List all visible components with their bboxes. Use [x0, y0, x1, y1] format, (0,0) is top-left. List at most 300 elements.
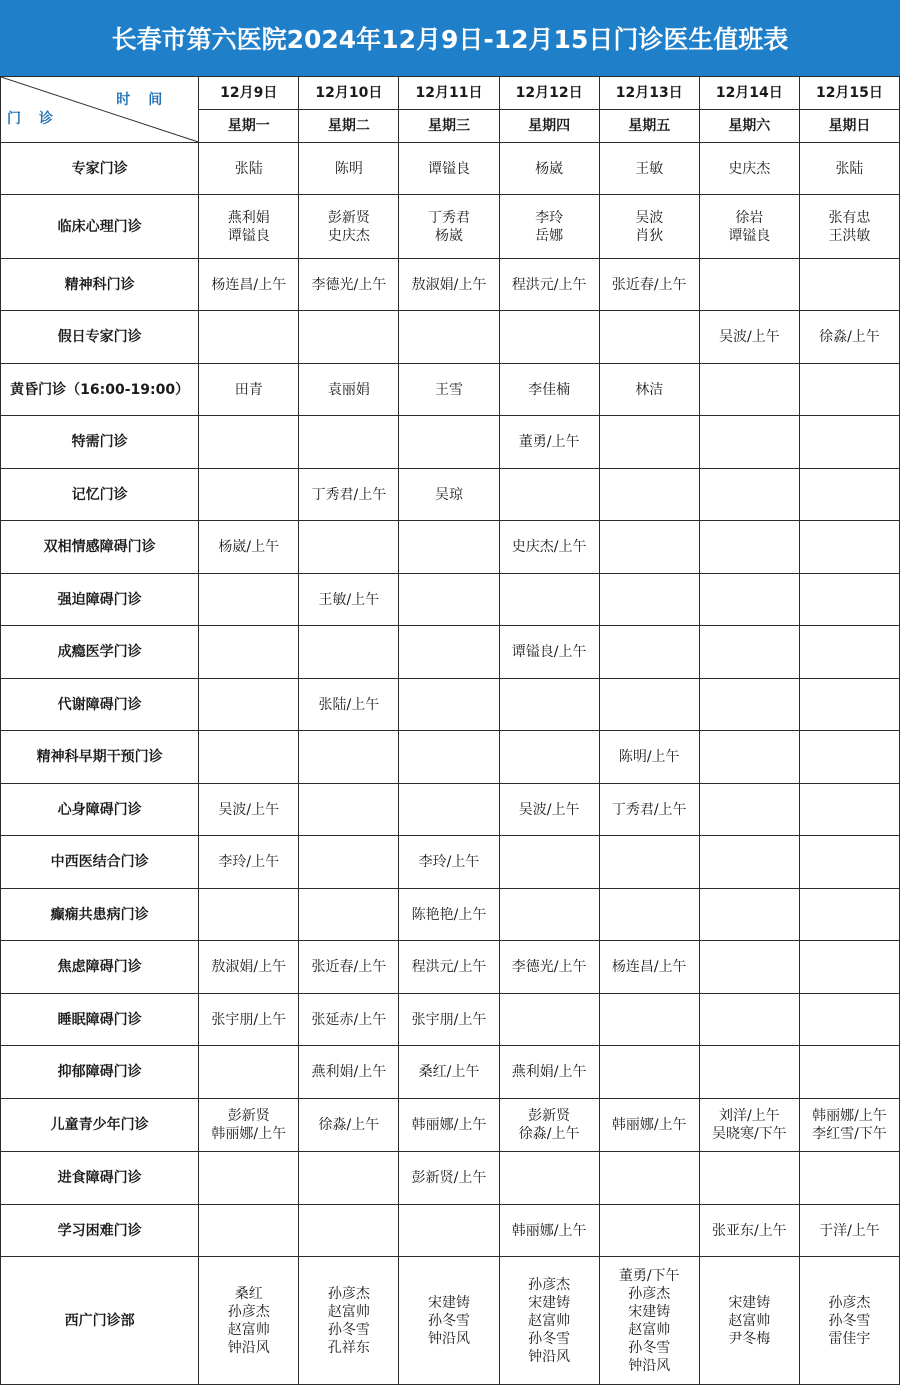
duty-cell: [399, 1099, 499, 1152]
duty-cell: [199, 259, 299, 311]
duty-cell: [799, 469, 899, 521]
duty-cell: [799, 1099, 899, 1152]
duty-cell: [799, 784, 899, 836]
duty-cell: [499, 195, 599, 259]
duty-cell: [499, 311, 599, 364]
duty-cell: [599, 1257, 699, 1385]
weekday-header: 星期二: [299, 110, 399, 143]
doctor-entry: 孔祥东: [327, 1339, 370, 1356]
duty-cell: [799, 679, 899, 731]
duty-cell: [199, 889, 299, 941]
duty-cell: [499, 1152, 599, 1205]
date-header: 12月15日: [799, 77, 899, 110]
doctor-entry: 王雪: [434, 381, 463, 398]
duty-cell: [299, 1046, 399, 1099]
table-row: [1, 1099, 900, 1152]
doctor-entry: 张延赤/上午: [311, 1011, 387, 1028]
duty-cell: [699, 574, 799, 626]
doctor-entry: 韩丽娜/上午: [812, 1108, 887, 1124]
duty-cell: [199, 1205, 299, 1257]
doctor-entry: 孙冬雪: [427, 1312, 470, 1329]
doctor-entry: 于洋/上午: [819, 1222, 880, 1239]
doctor-entry: 彭新贤: [227, 1108, 270, 1124]
duty-cell: [199, 143, 299, 195]
duty-cell: [199, 1152, 299, 1205]
doctor-entry: 杨崴/上午: [218, 539, 280, 555]
doctor-entry: 李佳楠: [528, 381, 571, 398]
doctor-entry: 岳娜: [535, 227, 564, 244]
duty-cell: [199, 784, 299, 836]
duty-cell: [699, 889, 799, 941]
doctor-entry: 张近春/上午: [611, 276, 687, 293]
duty-cell: [399, 626, 499, 679]
duty-cell: [499, 784, 599, 836]
department-name: 假日专家门诊: [1, 311, 199, 364]
duty-cell: [399, 731, 499, 784]
duty-cell: [799, 143, 899, 195]
doctor-entry: 赵富帅: [628, 1321, 671, 1338]
doctor-entry: 吴琼: [434, 486, 463, 503]
table-row: [1, 941, 900, 994]
doctor-entry: 敖淑娟/上午: [411, 276, 487, 293]
duty-cell: [599, 784, 699, 836]
duty-cell: [299, 679, 399, 731]
doctor-entry: 丁秀君/上午: [311, 486, 387, 503]
department-name: 记忆门诊: [1, 469, 199, 521]
duty-cell: [599, 889, 699, 941]
duty-cell: [799, 1205, 899, 1257]
department-name: 黄昏门诊（16:00-19:00）: [1, 364, 199, 416]
duty-cell: [799, 1046, 899, 1099]
doctor-entry: 张亚东/上午: [711, 1222, 787, 1239]
doctor-entry: 王敏: [635, 160, 664, 177]
duty-cell: [299, 784, 399, 836]
doctor-entry: 张宇朋/上午: [211, 1011, 287, 1028]
duty-cell: [199, 941, 299, 994]
doctor-entry: 孙冬雪: [327, 1321, 370, 1338]
doctor-entry: 吴波/上午: [518, 801, 580, 818]
table-row: [1, 1257, 900, 1385]
duty-cell: [199, 1099, 299, 1152]
duty-cell: [499, 364, 599, 416]
department-name: 精神科门诊: [1, 259, 199, 311]
duty-cell: [599, 195, 699, 259]
doctor-entry: 韩丽娜/上午: [211, 1126, 287, 1142]
department-name: 成瘾医学门诊: [1, 626, 199, 679]
duty-cell: [299, 416, 399, 469]
doctor-entry: 彭新贤: [327, 209, 370, 226]
doctor-entry: 宋建铸: [628, 1303, 671, 1320]
table-row: [1, 836, 900, 889]
duty-cell: [399, 1257, 499, 1385]
duty-cell: [199, 195, 299, 259]
corner-dept-label: 门诊: [7, 111, 71, 127]
duty-cell: [299, 574, 399, 626]
duty-cell: [299, 889, 399, 941]
weekday-header: 星期五: [599, 110, 699, 143]
doctor-entry: 董勇/下午: [618, 1267, 680, 1284]
duty-cell: [699, 1257, 799, 1385]
department-name: 临床心理门诊: [1, 195, 199, 259]
doctor-entry: 孙冬雪: [628, 1339, 671, 1356]
doctor-entry: 谭镒良/上午: [511, 644, 587, 660]
doctor-entry: 赵富帅: [227, 1321, 270, 1338]
doctor-entry: 杨崴: [434, 227, 463, 244]
duty-cell: [499, 731, 599, 784]
doctor-entry: 宋建铸: [728, 1294, 771, 1311]
doctor-entry: 田青: [234, 381, 263, 398]
duty-cell: [199, 1257, 299, 1385]
doctor-entry: 杨连昌/上午: [611, 959, 687, 975]
duty-cell: [399, 889, 499, 941]
doctor-entry: 燕利娟/上午: [311, 1064, 387, 1080]
duty-cell: [699, 521, 799, 574]
table-row: [1, 626, 900, 679]
department-name: 学习困难门诊: [1, 1205, 199, 1257]
duty-cell: [499, 143, 599, 195]
duty-cell: [199, 521, 299, 574]
duty-cell: [499, 626, 599, 679]
department-name: 儿童青少年门诊: [1, 1099, 199, 1152]
table-row: [1, 1046, 900, 1099]
doctor-entry: 徐岩: [735, 209, 764, 226]
doctor-entry: 程洪元/上午: [411, 959, 487, 975]
table-row: [1, 521, 900, 574]
duty-cell: [299, 195, 399, 259]
date-header-row: [1, 77, 900, 110]
duty-cell: [299, 143, 399, 195]
weekday-header: 星期一: [199, 110, 299, 143]
duty-cell: [699, 364, 799, 416]
doctor-entry: 董勇/上午: [518, 434, 580, 450]
duty-cell: [199, 626, 299, 679]
doctor-entry: 孙彦杰: [327, 1285, 370, 1302]
duty-cell: [499, 416, 599, 469]
doctor-entry: 吴波/上午: [718, 329, 780, 345]
duty-cell: [199, 364, 299, 416]
doctor-entry: 陈艳艳/上午: [411, 906, 487, 923]
duty-cell: [799, 364, 899, 416]
corner-header: [1, 77, 199, 143]
duty-cell: [199, 574, 299, 626]
table-row: [1, 311, 900, 364]
doctor-entry: 钟沿风: [227, 1339, 270, 1356]
doctor-entry: 孙彦杰: [828, 1294, 871, 1311]
duty-cell: [399, 994, 499, 1046]
doctor-entry: 徐淼/上午: [819, 329, 880, 345]
duty-cell: [499, 1257, 599, 1385]
duty-cell: [699, 259, 799, 311]
duty-cell: [299, 1152, 399, 1205]
duty-cell: [699, 469, 799, 521]
duty-cell: [699, 836, 799, 889]
doctor-entry: 史庆杰: [728, 160, 771, 177]
doctor-entry: 张陆: [234, 160, 263, 177]
duty-cell: [799, 836, 899, 889]
department-name: 进食障碍门诊: [1, 1152, 199, 1205]
duty-cell: [599, 679, 699, 731]
duty-cell: [799, 731, 899, 784]
duty-cell: [699, 784, 799, 836]
duty-cell: [199, 994, 299, 1046]
department-name: 精神科早期干预门诊: [1, 731, 199, 784]
duty-cell: [599, 574, 699, 626]
duty-cell: [799, 259, 899, 311]
doctor-entry: 袁丽娟: [327, 381, 370, 398]
duty-cell: [399, 1205, 499, 1257]
duty-cell: [499, 574, 599, 626]
duty-cell: [399, 1046, 499, 1099]
date-header: 12月9日: [199, 77, 299, 110]
table-row: [1, 784, 900, 836]
doctor-entry: 徐淼/上午: [318, 1117, 380, 1133]
duty-cell: [599, 143, 699, 195]
duty-cell: [599, 1205, 699, 1257]
doctor-entry: 孙彦杰: [628, 1285, 671, 1302]
doctor-entry: 王敏/上午: [318, 591, 380, 608]
duty-cell: [299, 469, 399, 521]
duty-cell: [499, 836, 599, 889]
duty-cell: [399, 143, 499, 195]
doctor-entry: 李玲: [535, 209, 564, 226]
doctor-entry: 杨连昌/上午: [211, 276, 287, 293]
weekday-header: 星期六: [699, 110, 799, 143]
duty-cell: [299, 521, 399, 574]
duty-cell: [699, 1046, 799, 1099]
department-name: 中西医结合门诊: [1, 836, 199, 889]
weekday-header: 星期三: [399, 110, 499, 143]
duty-cell: [699, 416, 799, 469]
doctor-entry: 李红雪/下午: [812, 1126, 887, 1142]
duty-cell: [399, 469, 499, 521]
duty-cell: [499, 469, 599, 521]
doctor-entry: 尹冬梅: [728, 1330, 771, 1347]
doctor-entry: 程洪元/上午: [511, 276, 587, 293]
duty-cell: [299, 311, 399, 364]
department-name: 双相情感障碍门诊: [1, 521, 199, 574]
duty-cell: [799, 1152, 899, 1205]
doctor-entry: 丁秀君/上午: [611, 801, 687, 818]
duty-cell: [399, 364, 499, 416]
doctor-entry: 韩丽娜/上午: [611, 1117, 687, 1133]
duty-cell: [399, 784, 499, 836]
table-row: [1, 679, 900, 731]
department-name: 抑郁障碍门诊: [1, 1046, 199, 1099]
duty-cell: [599, 364, 699, 416]
department-name: 西广门诊部: [1, 1257, 199, 1385]
duty-cell: [599, 521, 699, 574]
table-row: [1, 259, 900, 311]
duty-cell: [299, 626, 399, 679]
duty-cell: [299, 1205, 399, 1257]
doctor-entry: 陈明: [334, 160, 363, 177]
department-name: 特需门诊: [1, 416, 199, 469]
duty-cell: [199, 679, 299, 731]
duty-cell: [299, 1257, 399, 1385]
table-row: [1, 195, 900, 259]
date-header: 12月14日: [699, 77, 799, 110]
duty-cell: [499, 889, 599, 941]
doctor-entry: 孙彦杰: [227, 1303, 270, 1320]
doctor-entry: 赵富帅: [327, 1303, 370, 1320]
duty-cell: [699, 626, 799, 679]
duty-cell: [599, 259, 699, 311]
table-row: [1, 469, 900, 521]
duty-cell: [199, 311, 299, 364]
doctor-entry: 桑红: [234, 1285, 263, 1302]
duty-cell: [399, 574, 499, 626]
duty-cell: [599, 836, 699, 889]
duty-cell: [699, 1099, 799, 1152]
table-row: [1, 143, 900, 195]
duty-cell: [199, 416, 299, 469]
doctor-entry: 孙彦杰: [528, 1276, 571, 1293]
doctor-entry: 张陆/上午: [318, 696, 380, 713]
table-row: [1, 574, 900, 626]
duty-cell: [599, 416, 699, 469]
table-row: [1, 1205, 900, 1257]
duty-cell: [599, 1152, 699, 1205]
department-name: 癫痫共患病门诊: [1, 889, 199, 941]
duty-cell: [199, 836, 299, 889]
doctor-entry: 孙冬雪: [528, 1330, 571, 1347]
duty-cell: [499, 679, 599, 731]
weekday-header: 星期四: [499, 110, 599, 143]
duty-cell: [799, 311, 899, 364]
page-title: 长春市第六医院2024年12月9日-12月15日门诊医生值班表: [0, 0, 900, 76]
duty-cell: [599, 1046, 699, 1099]
duty-cell: [799, 626, 899, 679]
doctor-entry: 张近春/上午: [311, 959, 387, 975]
duty-cell: [699, 731, 799, 784]
doctor-entry: 孙冬雪: [828, 1312, 871, 1329]
duty-cell: [699, 195, 799, 259]
duty-cell: [199, 1046, 299, 1099]
duty-cell: [699, 1152, 799, 1205]
doctor-entry: 桑红/上午: [418, 1064, 480, 1080]
duty-cell: [299, 994, 399, 1046]
duty-cell: [799, 889, 899, 941]
duty-cell: [699, 679, 799, 731]
duty-cell: [599, 1099, 699, 1152]
table-row: [1, 1152, 900, 1205]
department-name: 心身障碍门诊: [1, 784, 199, 836]
duty-cell: [399, 941, 499, 994]
doctor-entry: 钟沿风: [427, 1330, 470, 1347]
doctor-entry: 林洁: [635, 381, 664, 398]
duty-cell: [499, 994, 599, 1046]
doctor-entry: 李玲/上午: [418, 854, 480, 870]
duty-cell: [399, 836, 499, 889]
doctor-entry: 张有忠: [828, 209, 871, 226]
doctor-entry: 徐淼/上午: [518, 1126, 580, 1142]
doctor-entry: 陈明/上午: [618, 749, 680, 765]
duty-cell: [799, 416, 899, 469]
date-header: 12月12日: [499, 77, 599, 110]
weekday-header: 星期日: [799, 110, 899, 143]
doctor-entry: 韩丽娜/上午: [511, 1222, 587, 1239]
doctor-entry: 赵富帅: [728, 1312, 771, 1329]
duty-cell: [799, 941, 899, 994]
duty-cell: [399, 679, 499, 731]
duty-cell: [699, 143, 799, 195]
duty-cell: [299, 836, 399, 889]
duty-cell: [599, 626, 699, 679]
duty-cell: [599, 311, 699, 364]
doctor-entry: 敖淑娟/上午: [211, 959, 287, 975]
duty-cell: [599, 994, 699, 1046]
doctor-entry: 彭新贤: [528, 1108, 571, 1124]
doctor-entry: 史庆杰: [327, 227, 370, 244]
table-row: [1, 731, 900, 784]
table-row: [1, 364, 900, 416]
department-name: 强迫障碍门诊: [1, 574, 199, 626]
duty-cell: [699, 941, 799, 994]
department-name: 焦虑障碍门诊: [1, 941, 199, 994]
schedule-table: [0, 76, 900, 1385]
doctor-entry: 宋建铸: [528, 1294, 571, 1311]
doctor-entry: 赵富帅: [528, 1312, 571, 1329]
duty-cell: [399, 521, 499, 574]
duty-cell: [399, 259, 499, 311]
doctor-entry: 宋建铸: [427, 1294, 470, 1311]
doctor-entry: 燕利娟/上午: [511, 1064, 587, 1080]
duty-cell: [499, 521, 599, 574]
duty-cell: [399, 416, 499, 469]
duty-cell: [799, 994, 899, 1046]
doctor-entry: 吴晓寒/下午: [711, 1126, 787, 1142]
duty-cell: [299, 731, 399, 784]
duty-cell: [599, 469, 699, 521]
department-name: 睡眠障碍门诊: [1, 994, 199, 1046]
doctor-entry: 韩丽娜/上午: [411, 1117, 487, 1133]
table-row: [1, 416, 900, 469]
duty-cell: [799, 521, 899, 574]
duty-cell: [599, 941, 699, 994]
duty-cell: [699, 1205, 799, 1257]
doctor-entry: 肖狄: [635, 227, 664, 244]
doctor-entry: 雷佳宇: [828, 1330, 871, 1347]
doctor-entry: 谭镒良: [427, 160, 470, 177]
duty-cell: [799, 1257, 899, 1385]
duty-cell: [299, 364, 399, 416]
duty-cell: [599, 731, 699, 784]
duty-cell: [499, 1205, 599, 1257]
doctor-entry: 吴波: [635, 209, 664, 226]
duty-cell: [799, 195, 899, 259]
duty-cell: [499, 1099, 599, 1152]
doctor-entry: 彭新贤/上午: [411, 1170, 487, 1186]
doctor-entry: 李德光/上午: [311, 276, 387, 293]
doctor-entry: 张宇朋/上午: [411, 1011, 487, 1028]
duty-cell: [299, 941, 399, 994]
duty-cell: [399, 311, 499, 364]
doctor-entry: 谭镒良: [728, 227, 771, 244]
duty-cell: [799, 574, 899, 626]
duty-cell: [699, 994, 799, 1046]
doctor-entry: 吴波/上午: [218, 801, 280, 818]
doctor-entry: 李德光/上午: [511, 959, 587, 975]
doctor-entry: 杨崴: [535, 160, 564, 177]
duty-cell: [299, 259, 399, 311]
department-name: 代谢障碍门诊: [1, 679, 199, 731]
doctor-entry: 钟沿风: [528, 1348, 571, 1365]
duty-cell: [699, 311, 799, 364]
doctor-entry: 谭镒良: [227, 227, 270, 244]
doctor-entry: 张陆: [835, 160, 864, 177]
doctor-entry: 钟沿风: [628, 1357, 671, 1374]
duty-cell: [499, 1046, 599, 1099]
